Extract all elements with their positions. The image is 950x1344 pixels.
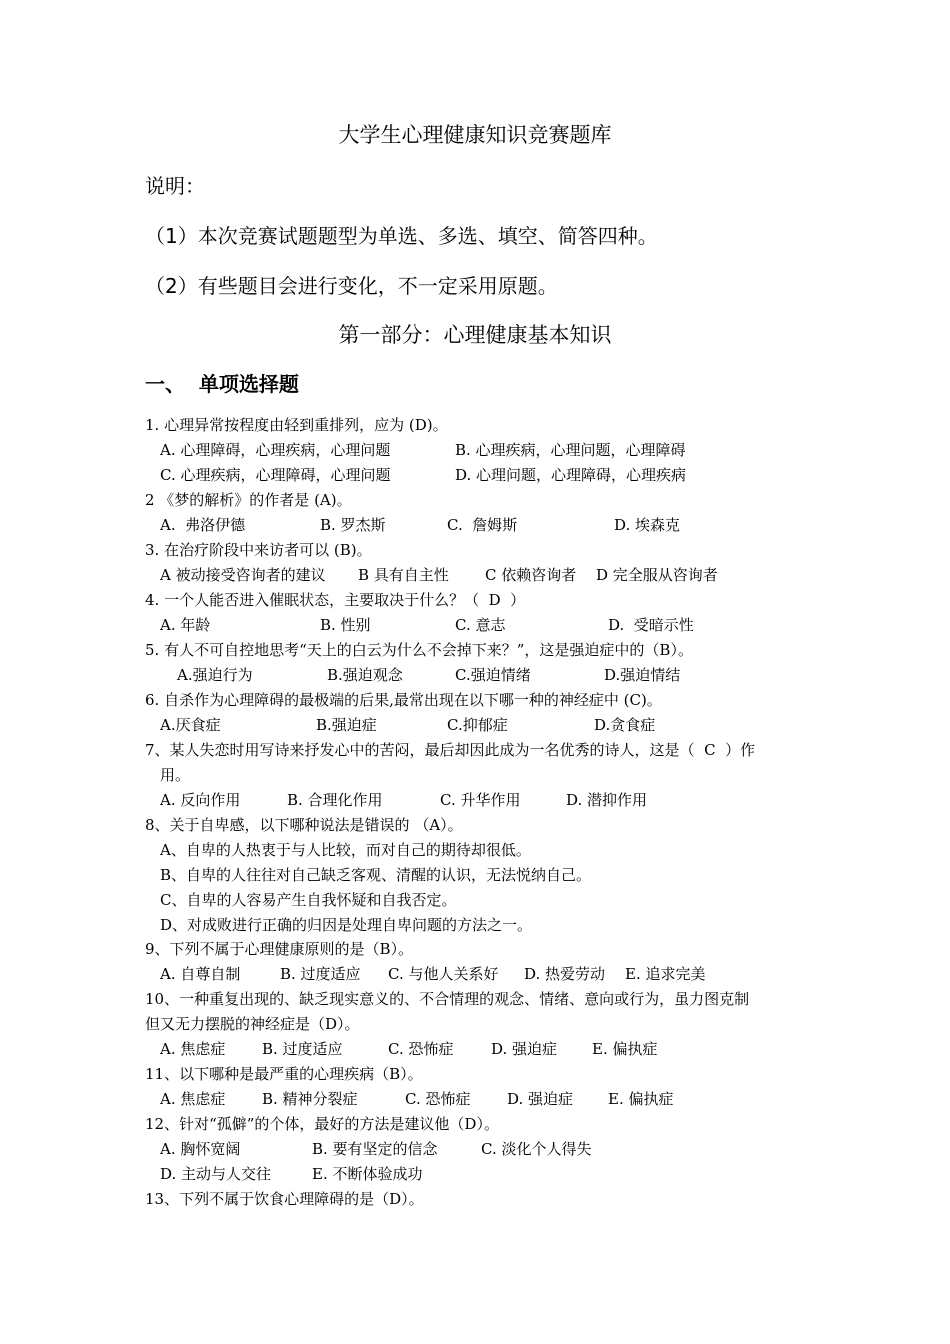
option: B. 合理化作用 [287,791,383,809]
option: B.强迫症 [316,716,377,734]
notes-heading: 说明： [145,174,205,198]
part-heading: 第一部分：心理健康基本知识 [338,323,612,347]
question-stem: 3. 在治疗阶段中来访者可以 (B)。 [145,541,372,559]
option: A. 焦虑症 [160,1040,226,1058]
option: A. 焦虑症 [160,1090,226,1108]
option: E. 不断体验成功 [312,1165,423,1183]
document-title: 大学生心理健康知识竞赛题库 [338,123,612,147]
question-stem: 9、下列不属于心理健康原则的是（B）。 [145,940,414,958]
question-stem: 6. 自杀作为心理障碍的最极端的后果,最常出现在以下哪一种的神经症中 (C)。 [145,691,662,709]
question-stem: 12、针对“孤僻”的个体，最好的方法是建议他（D）。 [145,1115,499,1133]
option: E. 追求完美 [625,965,706,983]
option: B. 过度适应 [262,1040,343,1058]
option: D. 强迫症 [507,1090,574,1108]
option: B. 要有坚定的信念 [312,1140,438,1158]
question-stem-continued: 用。 [160,766,191,784]
option: D. 埃森克 [614,516,681,534]
option: C、自卑的人容易产生自我怀疑和自我否定。 [160,891,457,909]
option: B. 心理疾病，心理问题，心理障碍 [455,441,686,459]
option: C. 与他人关系好 [388,965,499,983]
option: D、对成败进行正确的归因是处理自卑问题的方法之一。 [160,916,533,934]
question-stem: 2 《梦的解析》的作者是 (A)。 [145,491,352,509]
option: B.强迫观念 [327,666,403,684]
option: C. 意志 [455,616,506,634]
option: A 被动接受咨询者的建议 [160,566,326,584]
note-item: （2）有些题目会进行变化，不一定采用原题。 [145,274,558,298]
question-stem: 5. 有人不可自控地思考“天上的白云为什么不会掉下来？”，这是强迫症中的（B）。 [145,641,693,659]
option: D. 主动与人交往 [160,1165,272,1183]
option: C 依赖咨询者 [485,566,577,584]
question-stem: 13、下列不属于饮食心理障碍的是（D）。 [145,1190,424,1208]
option: D. 热爱劳动 [524,965,606,983]
option: A. 弗洛伊德 [160,516,246,534]
option: E. 偏执症 [608,1090,674,1108]
option: B. 罗杰斯 [320,516,386,534]
question-stem: 8、关于自卑感，以下哪种说法是错误的 （A）。 [145,816,463,834]
option: A. 自尊自制 [160,965,241,983]
option: C. 升华作用 [440,791,521,809]
option: A. 心理障碍，心理疾病，心理问题 [160,441,391,459]
option: C. 恐怖症 [405,1090,471,1108]
option: D.强迫情结 [604,666,681,684]
section-heading: 一、 单项选择题 [145,372,299,396]
option: D. 潜抑作用 [566,791,648,809]
question-stem: 11、以下哪种是最严重的心理疾病（B）。 [145,1065,423,1083]
option: B、自卑的人往往对自己缺乏客观、清醒的认识，无法悦纳自己。 [160,866,592,884]
option: B. 过度适应 [280,965,361,983]
option: B 具有自主性 [358,566,449,584]
option: A、自卑的人热衷于与人比较，而对自己的期待却很低。 [160,841,531,859]
option: D. 心理问题，心理障碍，心理疾病 [455,466,687,484]
option: E. 偏执症 [592,1040,658,1058]
question-stem: 1. 心理异常按程度由轻到重排列，应为 (D)。 [145,416,448,434]
option: B. 性别 [320,616,371,634]
option: A.厌食症 [160,716,221,734]
option: C. 淡化个人得失 [481,1140,592,1158]
note-item: （1）本次竞赛试题题型为单选、多选、填空、简答四种。 [145,224,658,248]
option: B. 精神分裂症 [262,1090,358,1108]
question-stem: 7、某人失恋时用写诗来抒发心中的苦闷，最后却因此成为一名优秀的诗人，这是（ C ）作 [145,741,756,759]
option: C. 恐怖症 [388,1040,454,1058]
option: D. 强迫症 [491,1040,558,1058]
option: C. 心理疾病，心理障碍，心理问题 [160,466,391,484]
option: A. 年龄 [160,616,211,634]
option: C.强迫情绪 [455,666,531,684]
option: D 完全服从咨询者 [596,566,718,584]
option: A. 反向作用 [160,791,241,809]
question-stem: 10、一种重复出现的、缺乏现实意义的、不合情理的观念、情绪、意向或行为，虽力图克制 [145,990,750,1008]
option: C.抑郁症 [447,716,508,734]
option: A. 胸怀宽阔 [160,1140,241,1158]
option: C. 詹姆斯 [447,516,518,534]
option: D.贪食症 [594,716,656,734]
option: A.强迫行为 [177,666,253,684]
question-stem: 4. 一个人能否进入催眠状态，主要取决于什么？（ D ） [145,591,526,609]
option: D. 受暗示性 [608,616,694,634]
question-stem-continued: 但又无力摆脱的神经症是（D）。 [145,1015,360,1033]
